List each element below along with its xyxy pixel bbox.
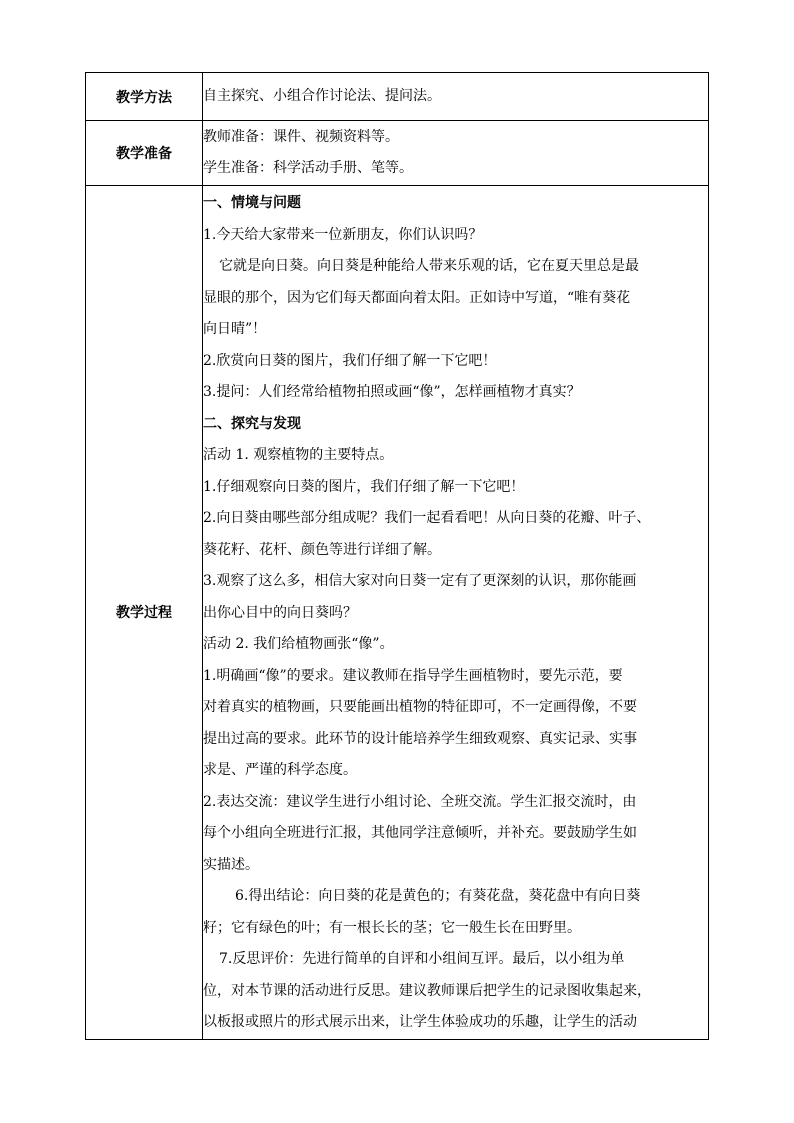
text-line: 2.向日葵由哪些部分组成呢？我们一起看看吧！从向日葵的花瓣、叶子、 [203,510,651,526]
text-line: 7.反思评价：先进行简单的自评和小组间互评。最后，以小组为单 [219,951,625,967]
text-line: 实描述。 [203,856,259,873]
text-line: 2.表达交流：建议学生进行小组讨论、全班交流。学生汇报交流时，由 [203,793,637,810]
text-line: 求是、严谨的科学态度。 [203,762,357,778]
text-line: 3.观察了这么多，相信大家对向日葵一定有了更深刻的认识，那你能画 [203,573,637,589]
text-line: 自主探究、小组合作讨论法、提问法。 [203,87,441,104]
section-heading: 一、情境与问题 [203,195,301,211]
teaching-prep-content [203,121,709,186]
text-line: 每个小组向全班进行汇报，其他同学注意倾听，并补充。要鼓励学生如 [203,825,637,841]
teaching-process-row [86,186,709,1040]
teaching-method-label: 教学方法 [86,73,203,121]
section-heading: 二、探究与发现 [203,415,301,432]
text-line: 显眼的那个，因为它们每天都面向着太阳。正如诗中写道，“唯有葵花 [203,289,631,306]
text-line: 提出过高的要求。此环节的设计能培养学生细致观察、真实记录、实事 [203,730,637,747]
teaching-method-row [86,73,709,121]
text-line: 1.明确画“像”的要求。建议教师在指导学生画植物时，要先示范，要 [203,667,623,684]
text-line: 学生准备：科学活动手册、笔等。 [203,160,413,176]
text-line: 活动 2. 我们给植物画张“像”。 [203,636,394,652]
text-line: 2.欣赏向日葵的图片，我们仔细了解一下它吧！ [203,352,497,369]
text-line: 对着真实的植物画，只要能画出植物的特征即可，不一定画得像，不要 [203,699,637,715]
text-line: 籽；它有绿色的叶；有一根长长的茎；它一般生长在田野里。 [203,919,581,936]
text-line: 出你心目中的向日葵吗？ [203,604,357,621]
text-line: 3.提问：人们经常给植物拍照或画“像”，怎样画植物才真实？ [203,384,581,400]
teaching-prep-row [86,121,709,186]
text-line: 1.仔细观察向日葵的图片，我们仔细了解一下它吧！ [203,478,525,495]
teaching-method-content [203,73,709,121]
text-line: 它就是向日葵。向日葵是种能给人带来乐观的话，它在夏天里总是最 [219,258,639,274]
lesson-plan-table [85,72,709,1040]
teaching-process-label: 教学过程 [86,186,203,1040]
text-line: 活动 1. 观察植物的主要特点。 [203,447,394,463]
text-line: 以板报或照片的形式展示出来，让学生体验成功的乐趣，让学生的活动 [203,1014,637,1030]
teaching-process-content [203,186,709,1040]
text-line: 6.得出结论：向日葵的花是黄色的；有葵花盘，葵花盘中有向日葵 [235,888,641,904]
text-line: 向日晴”！ [203,321,267,337]
text-line: 位，对本节课的活动进行反思。建议教师课后把学生的记录图收集起来， [203,982,651,999]
text-line: 1.今天给大家带来一位新朋友，你们认识吗？ [203,226,483,243]
text-line: 葵花籽、花杆、颜色等进行详细了解。 [203,541,441,558]
teaching-prep-label: 教学准备 [86,121,203,186]
text-line: 教师准备：课件、视频资料等。 [203,128,399,145]
